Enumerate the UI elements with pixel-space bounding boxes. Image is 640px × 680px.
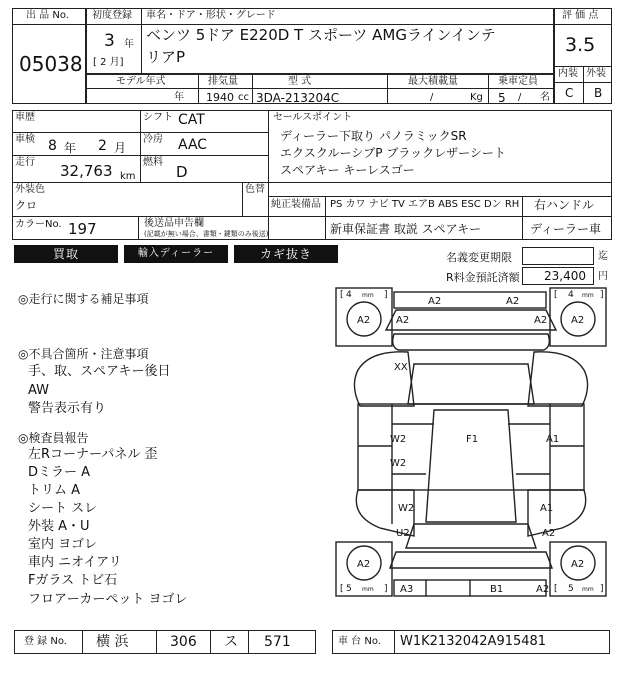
sales-point-2: エクスクルーシブP ブラックレザーシート	[280, 146, 506, 160]
recycle-unit: 円	[598, 271, 608, 282]
lot-number: 05038	[19, 52, 83, 76]
registration-class: 306	[170, 634, 197, 650]
type-label: 型 式	[288, 76, 312, 87]
equipment-label: 純正装備品	[271, 199, 321, 210]
registration-area: 横 浜	[96, 634, 129, 650]
max-load-unit: Kg	[470, 92, 483, 103]
inspection-month-unit: 月	[114, 141, 127, 155]
damage-left-rear-door: W2	[390, 458, 407, 469]
car-name-line1: ベンツ 5ドア E220D T スポーツ AMGラインインテ	[146, 26, 496, 44]
damage-front-bumper-right: A2	[506, 296, 520, 307]
sales-point-3: スペアキー キーレスゴー	[280, 163, 415, 177]
tire-front-left: 4	[346, 290, 352, 300]
damage-rear-right-wheel: A2	[571, 559, 585, 570]
damage-left-rear-lower: U2	[396, 528, 410, 539]
tire-front-right: 4	[568, 290, 574, 300]
damage-left-front-door: W2	[390, 434, 407, 445]
name-change-unit: 迄	[598, 251, 608, 262]
max-load-label: 最大積載量	[408, 76, 458, 87]
inspector-item-1: 左Rコーナーパネル 歪	[28, 447, 158, 462]
fuel-value: D	[176, 163, 188, 181]
steering-value: 右ハンドル	[534, 198, 595, 212]
registration-kana: ス	[224, 634, 238, 650]
shift-value: CAT	[178, 112, 205, 128]
damage-rear-right: A2	[542, 528, 556, 539]
inspector-item-9: フロアーカーペット ヨゴレ	[28, 592, 188, 607]
driving-notes-title: ◎走行に関する補足事項	[18, 292, 149, 306]
model-year-unit: 年	[174, 92, 184, 103]
exterior-score: B	[594, 86, 603, 100]
displacement-label: 排気量	[208, 76, 238, 87]
aftermarket-note: (記載が無い場合、書類・鍵類のみ後送)	[144, 230, 269, 238]
color-change-label: 色替	[245, 184, 265, 195]
inspector-item-4: シート スレ	[28, 501, 98, 516]
capacity-sep: /	[518, 92, 522, 103]
inspector-item-6: 室内 ヨゴレ	[28, 537, 98, 552]
damage-right-quarter: A1	[540, 503, 554, 514]
defect-item-3: 警告表示有り	[28, 401, 107, 416]
inspector-title: ◎検査員報告	[18, 431, 89, 445]
tire-front-right-label: [	[554, 290, 558, 300]
lot-number-label: 出 品 No.	[26, 10, 69, 21]
inspection-month: 2	[98, 138, 107, 154]
sales-points-label: セールスポイント	[273, 112, 353, 123]
mileage-label: 走行	[15, 157, 35, 168]
tire-front-left-unit: mm	[362, 292, 374, 299]
exterior-color-label: 外装色	[15, 184, 45, 195]
inspector-item-5: 外装 A・U	[28, 519, 90, 534]
tire-rear-right-close: ]	[600, 584, 604, 594]
inspection-year-unit: 年	[64, 141, 77, 155]
ac-value: AAC	[178, 137, 208, 153]
exterior-color-value: クロ	[15, 199, 37, 212]
score-label: 評 価 点	[562, 10, 599, 21]
capacity-unit: 名	[540, 92, 550, 103]
capacity-value: 5	[498, 91, 506, 105]
exterior-label: 外装	[586, 68, 606, 79]
dealer-value: ディーラー車	[530, 222, 602, 236]
mileage-value: 32,763	[60, 162, 113, 180]
inspector-item-2: Dミラー A	[28, 465, 91, 480]
inspector-item-3: トリム A	[28, 483, 81, 498]
interior-score: C	[565, 86, 574, 100]
tire-front-left-label: [	[340, 290, 344, 300]
year-unit: 年	[124, 39, 134, 50]
tire-rear-left: 5	[346, 584, 352, 594]
damage-rear-left-wheel: A2	[357, 559, 371, 570]
inspection-year: 8	[48, 138, 57, 154]
ac-label: 冷房	[143, 134, 163, 145]
defect-item-2: AW	[28, 383, 50, 398]
recycle-label: R料金預託済額	[446, 271, 520, 284]
first-registration-label: 初度登録	[92, 10, 132, 21]
damage-right-door: A1	[546, 434, 560, 445]
tire-rear-left-label: [	[340, 584, 344, 594]
color-no-value: 197	[68, 220, 97, 238]
evaluation-score: 3.5	[565, 34, 596, 56]
displacement-unit: cc	[238, 92, 249, 103]
car-name-line2: リアP	[146, 48, 186, 66]
damage-roof: F1	[466, 434, 479, 445]
damage-front-right-tire: A2	[571, 315, 585, 326]
damage-left-fender: XX	[394, 362, 408, 373]
registration-label: 登 録 No.	[24, 636, 67, 647]
damage-front-right-corner: A2	[534, 315, 548, 326]
name-change-box	[522, 247, 594, 265]
shift-label: シフト	[143, 112, 173, 123]
model-year-label: モデル年式	[116, 76, 166, 87]
tire-rear-left-close: ]	[384, 584, 388, 594]
damage-rear-bumper-right: A2	[536, 584, 550, 595]
chassis-label: 車 台 No.	[338, 636, 381, 647]
damage-front-left-corner: A2	[396, 315, 410, 326]
registration-number: 571	[264, 634, 291, 650]
equipment-value: PS カワ ナビ TV エアB ABS ESC Dン RH	[330, 199, 520, 210]
sales-point-1: ディーラー下取り パノラミックSR	[280, 129, 467, 143]
first-registration-month: [ 2 月]	[93, 57, 124, 68]
damage-left-quarter: W2	[398, 503, 415, 514]
tire-front-left-close: ]	[384, 290, 388, 300]
name-change-label: 名義変更期限	[446, 251, 512, 264]
import-dealer-tag: 輸入ディーラー	[124, 245, 228, 263]
warranty-value: 新車保証書 取説 スペアキー	[330, 222, 482, 236]
damage-rear-bumper-left: A3	[400, 584, 414, 595]
damage-rear-bumper-center: B1	[490, 584, 504, 595]
key-removed-tag: カギ抜き	[234, 245, 338, 263]
car-name-label: 車名・ドア・形状・グレード	[146, 10, 276, 21]
interior-label: 内装	[558, 68, 578, 79]
displacement-value: 1940	[206, 91, 234, 104]
inspector-item-7: 車内 ニオイアリ	[28, 555, 122, 570]
damage-front-bumper-left: A2	[428, 296, 442, 307]
inspection-label: 車検	[15, 134, 35, 145]
tire-rear-right: 5	[568, 584, 574, 594]
tire-rear-left-unit: mm	[362, 586, 374, 593]
tire-front-right-close: ]	[600, 290, 604, 300]
mileage-unit: km	[120, 171, 136, 182]
capacity-label: 乗車定員	[498, 76, 538, 87]
car-damage-diagram	[330, 286, 612, 600]
fuel-label: 燃料	[143, 157, 163, 168]
defects-title: ◎不具合箇所・注意事項	[18, 347, 149, 361]
recycle-value: 23,400	[544, 269, 586, 283]
damage-front-left-tire: A2	[357, 315, 371, 326]
buy-tag: 買取	[14, 245, 118, 263]
inspector-item-8: Fガラス トビ石	[28, 573, 118, 588]
aftermarket-label: 後送品申告欄	[144, 218, 204, 229]
tire-front-right-unit: mm	[582, 292, 594, 299]
chassis-number: W1K2132042A915481	[400, 634, 547, 649]
defect-item-1: 手、取、スペアキー後日	[28, 364, 171, 379]
max-load-sep: /	[430, 92, 434, 103]
first-registration-year: 3	[104, 31, 115, 51]
type-value: 3DA-213204C	[256, 91, 340, 105]
tire-rear-right-unit: mm	[582, 586, 594, 593]
history-label: 車歴	[15, 112, 35, 123]
color-no-label: カラーNo.	[15, 219, 62, 230]
tire-rear-right-label: [	[554, 584, 558, 594]
